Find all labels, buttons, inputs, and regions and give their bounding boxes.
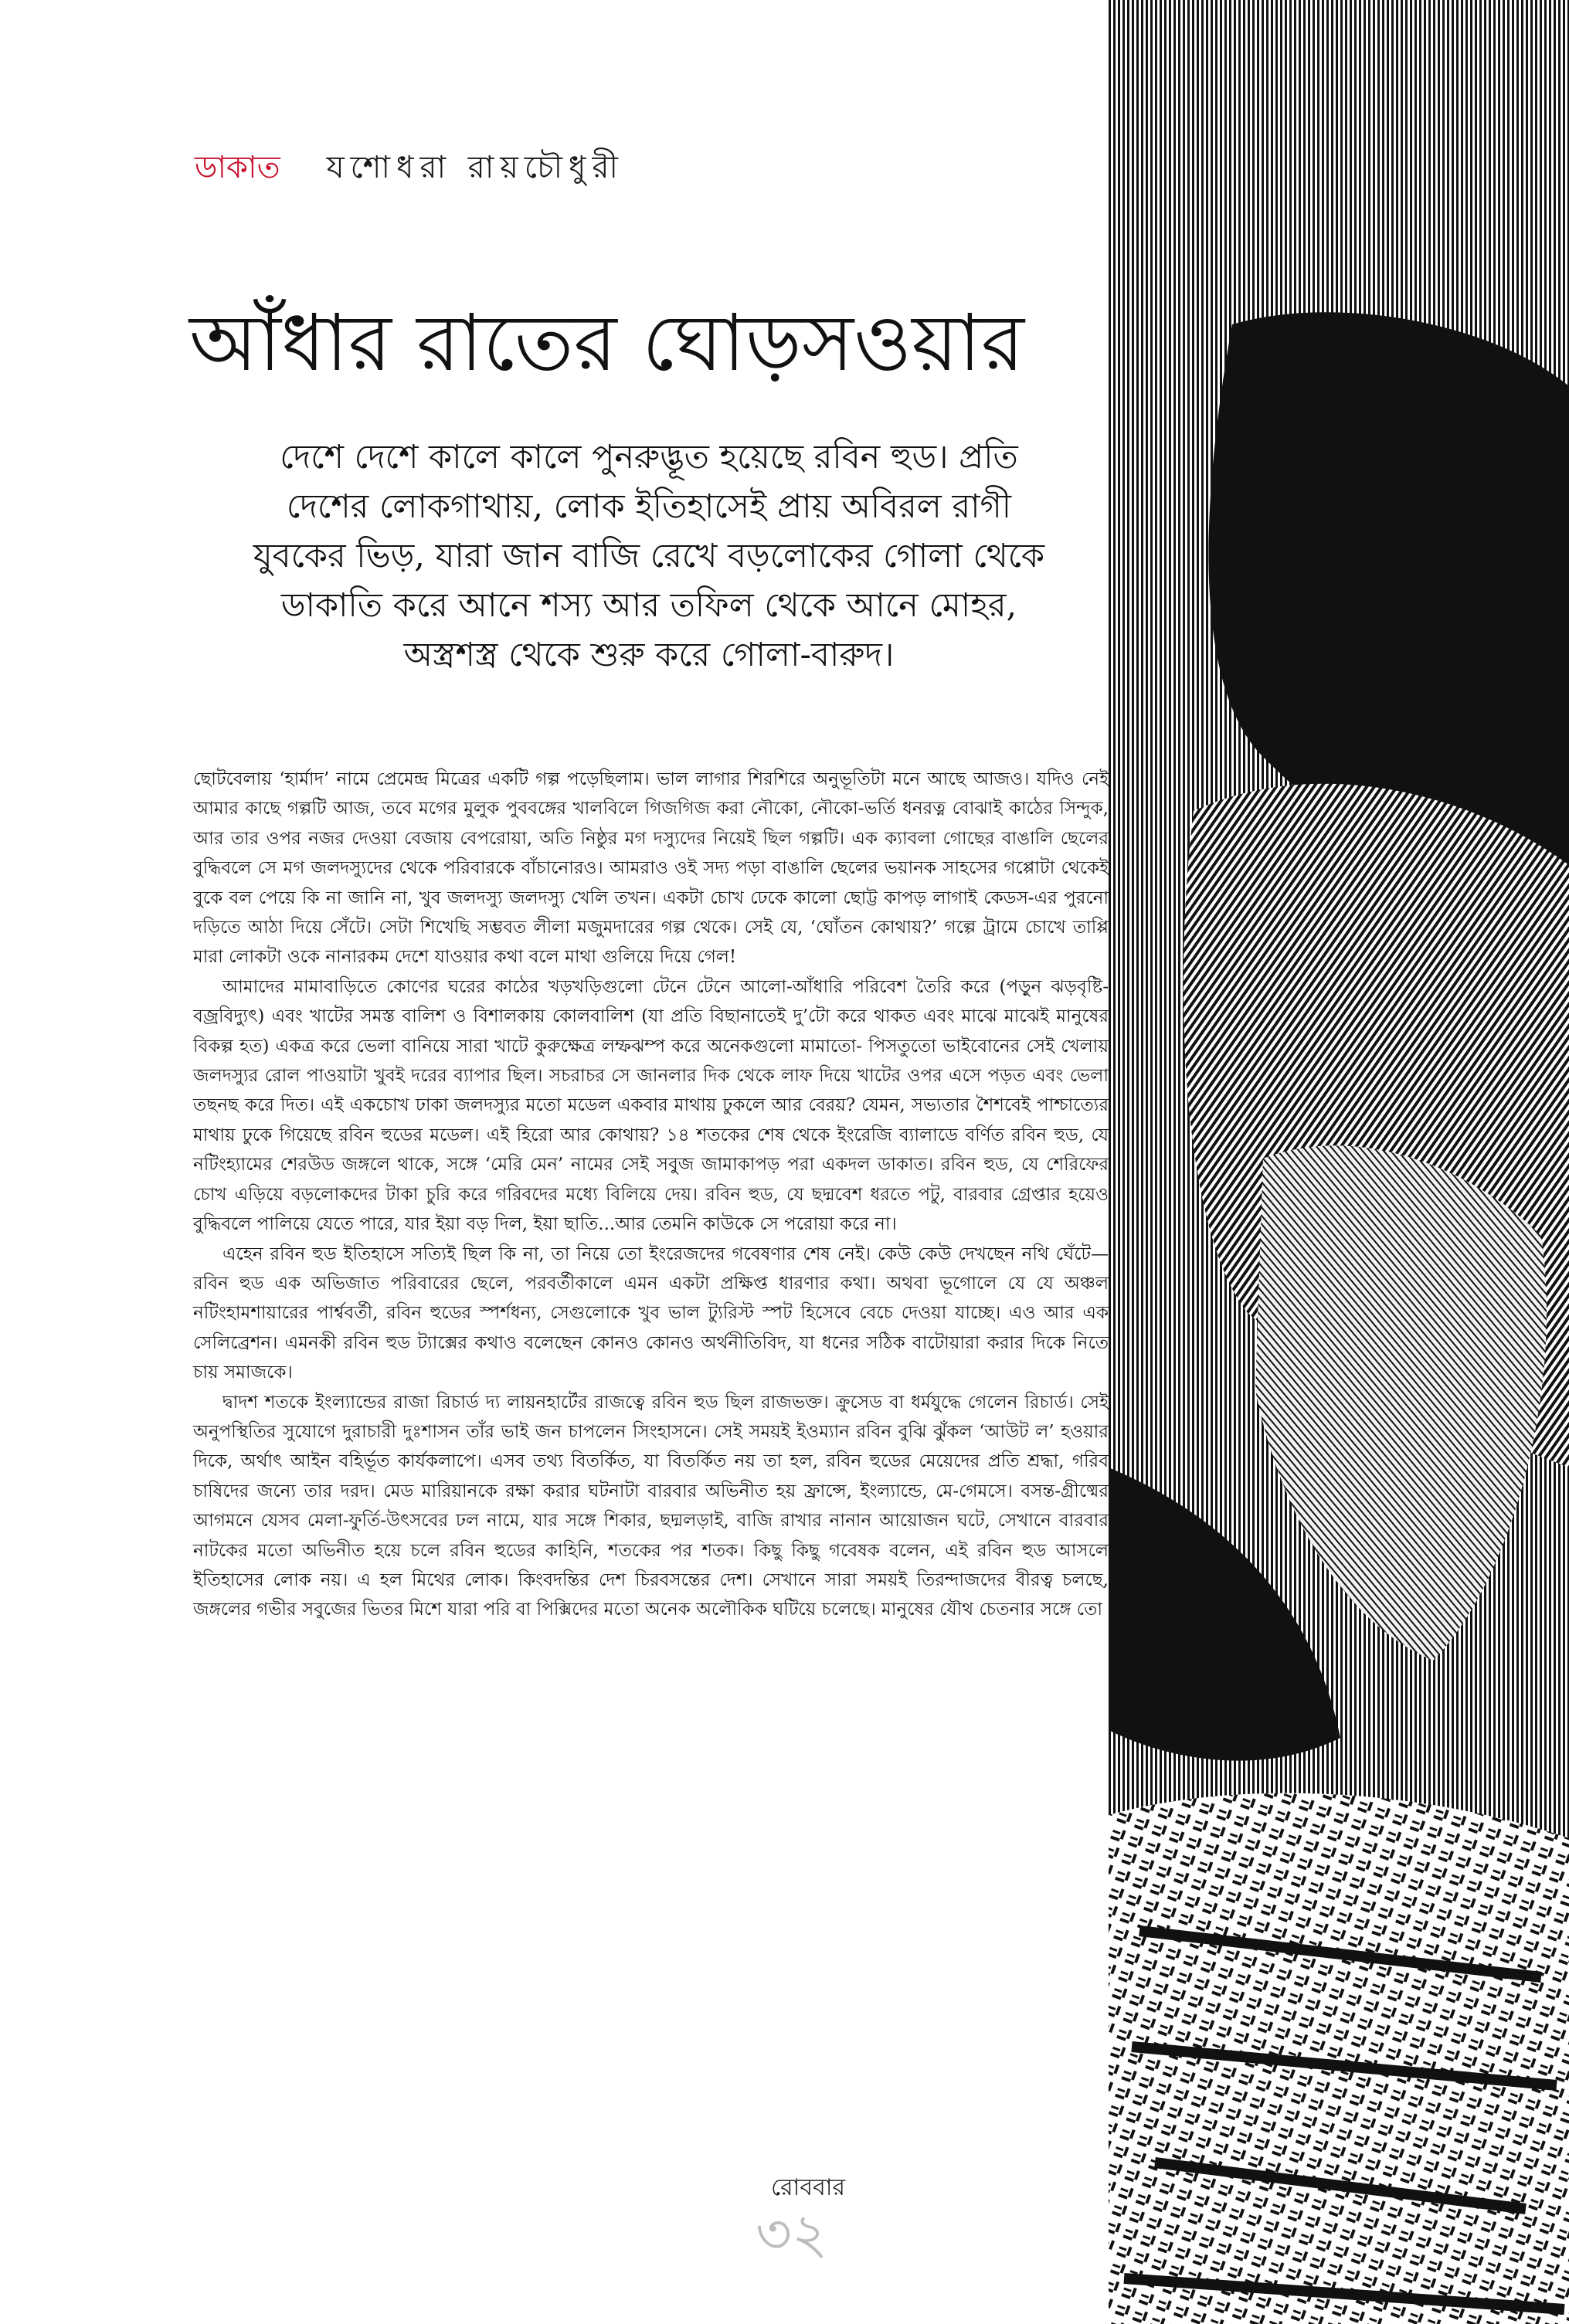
article-deck (201, 433, 1097, 680)
deck-line: দেশে দেশে কালে কালে পুনরুদ্ভূত হয়েছে রবিন হুড। প্রতি (280, 438, 1018, 477)
page-number: ৩২ (756, 2201, 828, 2266)
author-name: যশোধরা রায়চৌধুরী (326, 150, 624, 185)
page-header (195, 143, 624, 189)
section-label: ডাকাত (195, 150, 280, 185)
article-title: আঁধার রাতের ঘোড়সওয়ার (189, 297, 1024, 389)
magazine-name: রোববার (771, 2174, 845, 2201)
deck-line: ডাকাতি করে আনে শস্য আর তফিল থেকে আনে মোহর, (280, 586, 1017, 625)
body-paragraph: ছোটবেলায় ‘হার্মাদ’ নামে প্রেমেন্দ্র মিত্রের একটি গল্প পড়েছিলাম। ভাল লাগার শিরশিরে অনুভূতিটা মনে আছে আজও। যদিও নেই আমার কাছে গল্পটি আজ, তবে মগের মুলুক পুববঙ্গের খালবিলে গিজগিজ করা নৌকো, নৌকো-ভর্তি ধনরত্ন বোঝাই কাঠের সিন্দুক, আর তার ওপর নজর দেওয়া বেজায় বেপরোয়া, অতি নিষ্ঠুর মগ দস্যুদের নিয়েই ছিল গল্পটি। এক ক্যাবলা গোছের বাঙালি ছেলের বুদ্ধিবলে সে মগ জলদস্যুদের থেকে পরিবারকে বাঁচানোরও। আমরাও ওই সদ্য পড়া বাঙালি ছেলের ভয়ানক সাহসের গপ্পোটা থেকেই বুকে বল পেয়ে কি না জানি না, খুব জলদস্যু জলদস্যু খেলি তখন। একটা চোখ ঢেকে কালো ছোট্ট কাপড় লাগাই কেডস-এর পুরনো দড়িতে আঠা দিয়ে সেঁটে। সেটা শিখেছি সম্ভবত লীলা মজুমদারের গল্প থেকে। সেই যে, ‘ঘোঁতন কোথায়?’ গল্পে ট্রামে চোখে তাপ্পি মারা লোকটা ওকে নানারকম দেশে যাওয়ার কথা বলে মাথা গুলিয়ে দিয়ে গেল! (193, 769, 1109, 968)
deck-line: অস্ত্রশস্ত্র থেকে শুরু করে গোলা-বারুদ। (403, 636, 895, 674)
deck-line: দেশের লোকগাথায়, লোক ইতিহাসেই প্রায় অবিরল রাগী (286, 487, 1012, 526)
art-ground (1109, 1793, 1569, 2324)
engraving-illustration (1109, 0, 1569, 2324)
article-body (193, 765, 1109, 1625)
deck-line: যুবকের ভিড়, যারা জান বাজি রেখে বড়লোকের গোলা থেকে (253, 537, 1045, 575)
body-paragraph: এহেন রবিন হুড ইতিহাসে সত্যিই ছিল কি না, তা নিয়ে তো ইংরেজদের গবেষণার শেষ নেই। কেউ কেউ দেখছেন নথি ঘেঁটে—রবিন হুড এক অভিজাত পরিবারের ছেলে, পরবর্তীকালে এমন একটা প্রক্ষিপ্ত ধারণার কথা। অথবা ভূগোলে যে যে অঞ্চল নটিংহামশায়ারের পার্শ্ববর্তী, রবিন হুডের স্পর্শধন্য, সেগুলোকে খুব ভাল ট্যুরিস্ট স্পট হিসেবে বেচে দেওয়া যাচ্ছে। এও আর এক সেলিব্রেশন। এমনকী রবিন হুড ট্যাক্সের কথাও বলেছেন কোনও কোনও অর্থনীতিবিদ, যা ধনের সঠিক বাটোয়ারা করার দিকে নিতে চায় সমাজকে। (193, 1243, 1109, 1383)
body-paragraph: আমাদের মামাবাড়িতে কোণের ঘরের কাঠের খড়খড়িগুলো টেনে টেনে আলো-আঁধারি পরিবেশ তৈরি করে (পড়ুন ঝড়বৃষ্টি-বজ্রবিদ্যুৎ) এবং খাটের সমস্ত বালিশ ও বিশালকায় কোলবালিশ (যা প্রতি বিছানাতেই দু’টো করে থাকত এবং মাঝে মাঝেই মানুষের বিকল্প হত) একত্র করে ভেলা বানিয়ে সারা খাটে কুরুক্ষেত্র লম্ফঝম্প করে অনেকগুলো মামাতো- পিসতুতো ভাইবোনের সেই খেলায় জলদস্যুর রোল পাওয়াটা খুবই দরের ব্যাপার ছিল। সচরাচর সে জানলার দিক থেকে লাফ দিয়ে খাটের ওপর এসে পড়ত এবং ভেলা তছনছ করে দিত। এই একচোখ ঢাকা জলদস্যুর মতো মডেল একবার মাথায় ঢুকলে আর বেরয়? যেমন, সভ্যতার শৈশবেই পাশ্চাত্যের মাথায় ঢুকে গিয়েছে রবিন হুডের মডেল। এই হিরো আর কোথায়? ১৪ শতকের শেষ থেকে ইংরেজি ব্যালাডে বর্ণিত রবিন হুড, যে নটিংহ্যামের শেরউড জঙ্গলে থাকে, সঙ্গে ‘মেরি মেন’ নামের সেই সবুজ জামাকাপড় পরা একদল ডাকাত। রবিন হুড, যে শেরিফের চোখ এড়িয়ে বড়লোকদের টাকা চুরি করে গরিবদের মধ্যে বিলিয়ে দেয়। রবিন হুড, যে ছদ্মবেশ ধরতে পটু, বারবার গ্রেপ্তার হয়েও বুদ্ধিবলে পালিয়ে যেতে পারে, যার ইয়া বড় দিল, ইয়া ছাতি...আর তেমনি কাউকে সে পরোয়া করে না। (193, 976, 1109, 1235)
body-paragraph: দ্বাদশ শতকে ইংল্যান্ডের রাজা রিচার্ড দ্য লায়নহার্টের রাজত্বে রবিন হুড ছিল রাজভক্ত। ক্রুসেড বা ধর্মযুদ্ধে গেলেন রিচার্ড। সেই অনুপস্থিতির সুযোগে দুরাচারী দুঃশাসন তাঁর ভাই জন চাপলেন সিংহাসনে। সেই সময়ই ইওম্যান রবিন বুঝি ঝুঁকল ‘আউট ল’ হওয়ার দিকে, অর্থাৎ আইন বহির্ভূত কার্যকলাপে। এসব তথ্য বিতর্কিত, যা বিতর্কিত নয় তা হল, রবিন হুডের মেয়েদের প্রতি শ্রদ্ধা, গরিব চাষিদের জন্যে তার দরদ। মেড মারিয়ানকে রক্ষা করার ঘটনাটা বারবার অভিনীত হয় ফ্রান্সে, ইংল্যান্ডে, মে-গেমসে। বসন্ত-গ্রীষ্মের আগমনে যেসব মেলা-ফুর্তি-উৎসবের ঢল নামে, যার সঙ্গে শিকার, ছদ্মলড়াই, বাজি রাখার নানান আয়োজন ঘটে, সেখানে বারবার নাটকের মতো অভিনীত হয়ে চলে রবিন হুডের কাহিনি, শতকের পর শতক। কিছু কিছু গবেষক বলেন, এই রবিন হুড আসলে ইতিহাসের লোক নয়। এ হল মিথের লোক। কিংবদন্তির দেশ চিরবসন্তের দেশ। সেখানে সারা সময়ই তিরন্দাজদের বীরত্ব চলছে, জঙ্গলের গভীর সবুজের ভিতর মিশে যারা পরি বা পিক্সিদের মতো অনেক অলৌকিক ঘটিয়ে চলেছে। মানুষের যৌথ চেতনার সঙ্গে তো (193, 1392, 1109, 1620)
